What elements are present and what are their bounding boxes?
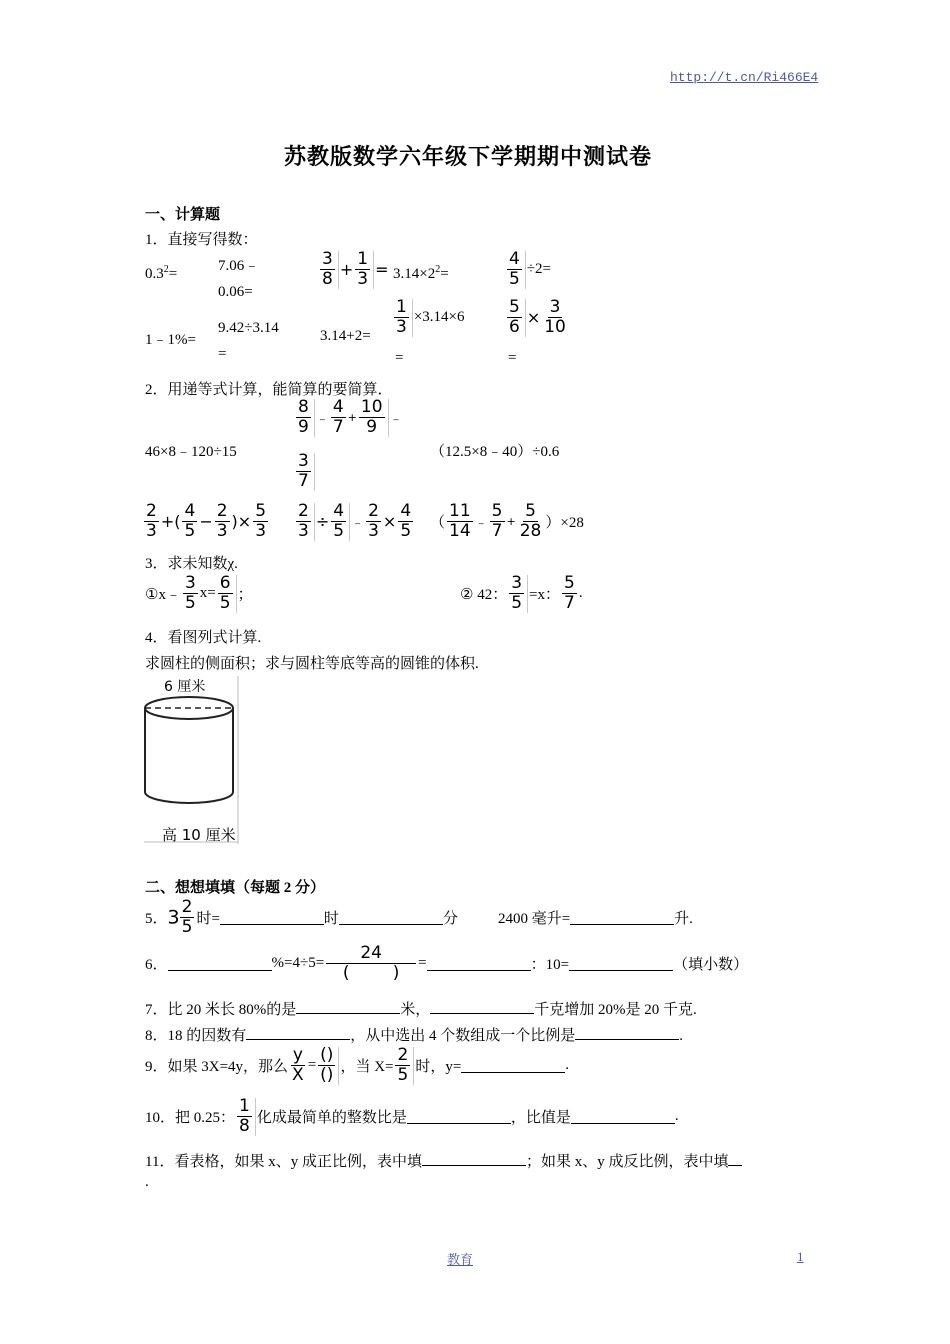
- q2-e6: （ $\frac{11}{14}$ ﹣ $\frac{5}{7}$ + $\frac{5}{28}$ ）×28: [430, 501, 584, 541]
- fraction: $\frac{4}{5}$: [333, 501, 345, 541]
- fraction: $\frac{4}{5}$: [184, 501, 196, 541]
- fraction: $\frac{6}{5}$: [219, 573, 231, 613]
- fraction: $\frac{24}{( )}$: [324, 944, 418, 983]
- fraction: $\frac{3}{10}$: [544, 297, 566, 337]
- fraction: $\frac{5}{7}$: [491, 501, 503, 541]
- q1-b2: 9.42÷3.14 =: [218, 320, 279, 362]
- page-title: 苏教版数学六年级下学期期中测试卷: [284, 144, 653, 169]
- fraction: $\frac{11}{14}$: [449, 501, 471, 541]
- q1-b4: $\frac{1}{3}$ ×3.14×6: [392, 298, 465, 337]
- q1-b5-eq: =: [508, 350, 517, 366]
- q8: 8．18 的因数有 ，从中选出 4 个数组成一个比例是 .: [145, 1024, 683, 1045]
- q11-blank-1[interactable]: [422, 1151, 526, 1166]
- q2-e2: $\frac{8}{9}$ ﹣ $\frac{4}{7}$ + $\frac{10}{9}$ ﹣: [294, 398, 403, 437]
- fraction: $\frac{3}{7}$: [298, 451, 309, 491]
- fraction: $\frac{4}{7}$: [332, 397, 344, 437]
- section-1-heading: 一、计算题: [145, 207, 221, 223]
- q1-a2: 7.06﹣ 0.06=: [218, 258, 260, 300]
- fraction: $\frac{2}{3}$: [216, 501, 228, 541]
- q5: 5．3 $\frac{2}{5}$ 时= 时 分 2400 毫升= 升.: [145, 897, 693, 937]
- q2-e4: $\frac{2}{3}$ +( $\frac{4}{5}$ − $\frac{2}{3}$ )× $\frac{5}{3}$: [142, 502, 270, 541]
- q6-blank-1[interactable]: [168, 956, 272, 971]
- fraction: $\frac{4}{5}$: [400, 501, 412, 541]
- q1-a3: $\frac{3}{8}$ + $\frac{1}{3}$ =: [318, 250, 388, 289]
- fraction: $\frac{2}{3}$: [368, 501, 379, 541]
- q10: 10．把 0.25： $\frac{1}{8}$ 化成最简单的整数比是 ，比值是 .: [145, 1096, 679, 1136]
- fraction: $\frac{4}{5}$: [509, 249, 520, 289]
- fraction: $\frac{5}{3}$: [255, 501, 267, 541]
- figure-bottom-label: 高 10 厘米: [162, 826, 236, 844]
- q1-b1: 1﹣1%=: [145, 332, 196, 348]
- q10-blank-2[interactable]: [571, 1109, 675, 1124]
- fraction: $\frac{5}{6}$: [509, 297, 520, 337]
- fraction: $\frac{3}{8}$: [322, 249, 333, 289]
- fraction: $\frac{5}{7}$: [564, 573, 575, 613]
- q3-label: 3．求未知数χ.: [145, 556, 238, 572]
- fraction: $\frac{8}{9}$: [298, 397, 309, 437]
- header-link[interactable]: http://t.cn/Ri466E4: [670, 70, 819, 85]
- q2-e5: $\frac{2}{3}$ ÷ $\frac{4}{5}$ ﹣ $\frac{2}{3}$ × $\frac{4}{5}$: [294, 502, 415, 541]
- q2-e2-line2: [294, 452, 316, 491]
- q1-a5: $\frac{4}{5}$ ÷2=: [505, 250, 551, 289]
- footer-link[interactable]: 教育: [447, 1252, 474, 1267]
- fraction: $\frac{2}{5}$: [397, 1045, 409, 1085]
- fraction: $\frac{3}{5}$: [511, 573, 523, 613]
- q3-s2: ② 42： $\frac{3}{5}$ =x： $\frac{5}{7}$ .: [460, 573, 583, 613]
- q4-text: 求圆柱的侧面积；求与圆柱等底等高的圆锥的体积.: [145, 656, 479, 672]
- q2-label: 2．用递等式计算，能简算的要简算．: [145, 382, 393, 398]
- q7-blank-1[interactable]: [296, 999, 400, 1014]
- q11: 11．看表格，如果 x、y 成正比例，表中填 ；如果 x、y 成反比例，表中填: [145, 1150, 742, 1171]
- q6-blank-3[interactable]: [569, 956, 673, 971]
- q10-blank-1[interactable]: [407, 1109, 511, 1124]
- q11-blank-2[interactable]: [728, 1151, 742, 1166]
- figure-top-label: 6 厘米: [164, 679, 206, 695]
- q9: 9．如果 3X=4y，那么 $\frac{y}{X}$ = $\frac{()}{()}$ ，当 X= $\frac{2}{5}$ 时，y= .: [145, 1045, 570, 1085]
- q1-label: 1．直接写得数：: [145, 232, 258, 248]
- q1-a1: $0.3^2=$: [145, 264, 178, 282]
- page-number[interactable]: 1: [797, 1249, 804, 1264]
- fraction: $\frac{10}{9}$: [360, 397, 383, 437]
- q7-blank-2[interactable]: [430, 999, 534, 1014]
- fraction: $\frac{2}{5}$: [181, 897, 193, 937]
- q3-s1: ①x﹣ $\frac{3}{5}$ x= $\frac{6}{5}$ ；: [145, 573, 253, 613]
- q1-b5: $\frac{5}{6}$ × $\frac{3}{10}$: [505, 298, 570, 337]
- q5-blank-2[interactable]: [339, 910, 443, 925]
- fraction: $\frac{5}{28}$: [519, 501, 542, 541]
- fraction: $\frac{y}{X}$: [292, 1045, 304, 1085]
- q8-blank-2[interactable]: [575, 1025, 679, 1040]
- q4-label: 4．看图列式计算.: [145, 630, 262, 646]
- fraction: $\frac{2}{3}$: [146, 501, 157, 541]
- fraction: $\frac{2}{3}$: [298, 501, 309, 541]
- cylinder-figure: [142, 674, 244, 846]
- q2-e3: （12.5×8﹣40）÷0.6: [430, 444, 560, 460]
- q5-blank-1[interactable]: [220, 910, 324, 925]
- fraction: $\frac{1}{8}$: [239, 1096, 250, 1136]
- q5-blank-3[interactable]: [570, 910, 674, 925]
- q8-blank-1[interactable]: [246, 1025, 350, 1040]
- q1-a4: $3.14\times 2^2=$: [393, 264, 449, 282]
- section-2-heading: 二、想想填填（每题 2 分）: [145, 880, 326, 896]
- q11-end: .: [145, 1174, 149, 1190]
- q1-b3: 3.14+2=: [320, 328, 371, 344]
- q6-blank-2[interactable]: [427, 956, 531, 971]
- q1-b4-eq: =: [395, 350, 404, 366]
- q9-blank[interactable]: [461, 1058, 565, 1073]
- fraction: $\frac{3}{5}$: [184, 573, 196, 613]
- fraction: $\frac{1}{3}$: [357, 249, 369, 289]
- q2-e1: 46×8﹣120÷15: [145, 444, 237, 460]
- fraction: $\frac{()}{()}$: [320, 1045, 334, 1085]
- q7: 7．比 20 米长 80%的是 米， 千克增加 20%是 20 千克.: [145, 998, 697, 1019]
- q6: 6． %=4÷5= $\frac{24}{( )}$ = ：10= （填小数）: [145, 943, 749, 983]
- fraction: $\frac{1}{3}$: [396, 297, 407, 337]
